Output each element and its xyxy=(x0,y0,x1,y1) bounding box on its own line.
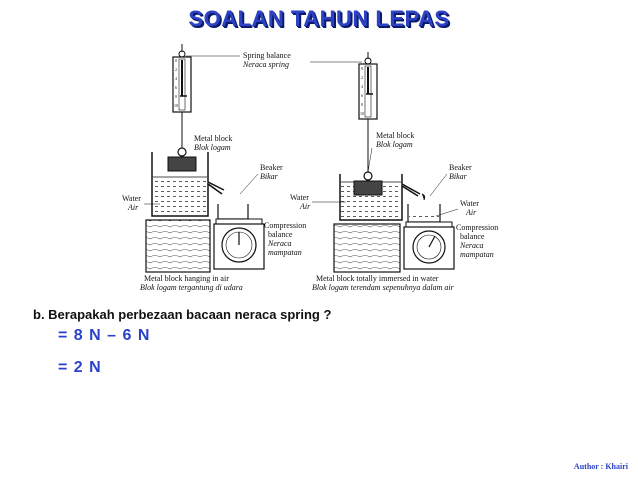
label: Blok logam xyxy=(376,140,413,149)
answer-line-2: = 2 N xyxy=(58,359,102,376)
slide-title: SOALAN TAHUN LEPAS xyxy=(188,6,450,31)
tick: 2 xyxy=(361,75,363,80)
tick: 6 xyxy=(361,93,363,98)
label: Neraca xyxy=(460,241,484,250)
left-metal-block xyxy=(168,157,196,171)
label: Bikar xyxy=(449,172,467,181)
tick: 2 xyxy=(175,67,177,72)
right-compression-balance xyxy=(404,204,454,269)
label: Air xyxy=(300,202,311,211)
right-wooden-block xyxy=(334,224,400,272)
label: Air xyxy=(466,208,477,217)
answer-line-1: = 8 N – 6 N xyxy=(58,327,151,344)
label: Compression xyxy=(264,221,307,230)
tick: 8 xyxy=(361,102,363,107)
experiment-diagram xyxy=(100,44,520,294)
label: Spring balance xyxy=(243,51,291,60)
tick: 10 xyxy=(360,111,364,116)
author-credit: Author : Khairi xyxy=(573,462,628,471)
label: Air xyxy=(128,203,139,212)
tick: 10 xyxy=(174,103,178,108)
label: Metal block xyxy=(194,134,233,143)
caption: Blok logam terendam sepenuhnya dalam air xyxy=(312,283,454,292)
label: mampatan xyxy=(268,248,302,257)
label: Water xyxy=(122,194,141,203)
tick: 6 xyxy=(175,85,177,90)
label: Beaker xyxy=(260,163,283,172)
label: Neraca spring xyxy=(243,60,289,69)
tick: 0 xyxy=(361,66,363,71)
left-compression-balance xyxy=(214,204,264,269)
label: Neraca xyxy=(268,239,292,248)
label: Compression xyxy=(456,223,499,232)
label: balance xyxy=(268,230,293,239)
tick: 0 xyxy=(175,58,177,63)
label: mampatan xyxy=(460,250,494,259)
label: Water xyxy=(290,193,309,202)
label: Metal block xyxy=(376,131,415,140)
right-setup xyxy=(334,52,454,272)
left-wooden-block xyxy=(146,220,210,272)
tick: 4 xyxy=(361,84,363,89)
right-metal-block xyxy=(354,181,382,195)
label: Water xyxy=(460,199,479,208)
left-setup xyxy=(146,44,264,272)
label: Beaker xyxy=(449,163,472,172)
label: balance xyxy=(460,232,485,241)
label: Blok logam xyxy=(194,143,231,152)
question-text: b. Berapakah perbezaan bacaan neraca spring ? xyxy=(33,307,332,322)
tick: 8 xyxy=(175,94,177,99)
caption: Metal block totally immersed in water xyxy=(316,274,439,283)
tick: 4 xyxy=(175,76,177,81)
label: Bikar xyxy=(260,172,278,181)
right-spring-balance xyxy=(359,52,377,180)
caption: Metal block hanging in air xyxy=(144,274,229,283)
caption: Blok logam tergantung di udara xyxy=(140,283,243,292)
left-spring-balance xyxy=(173,44,191,156)
